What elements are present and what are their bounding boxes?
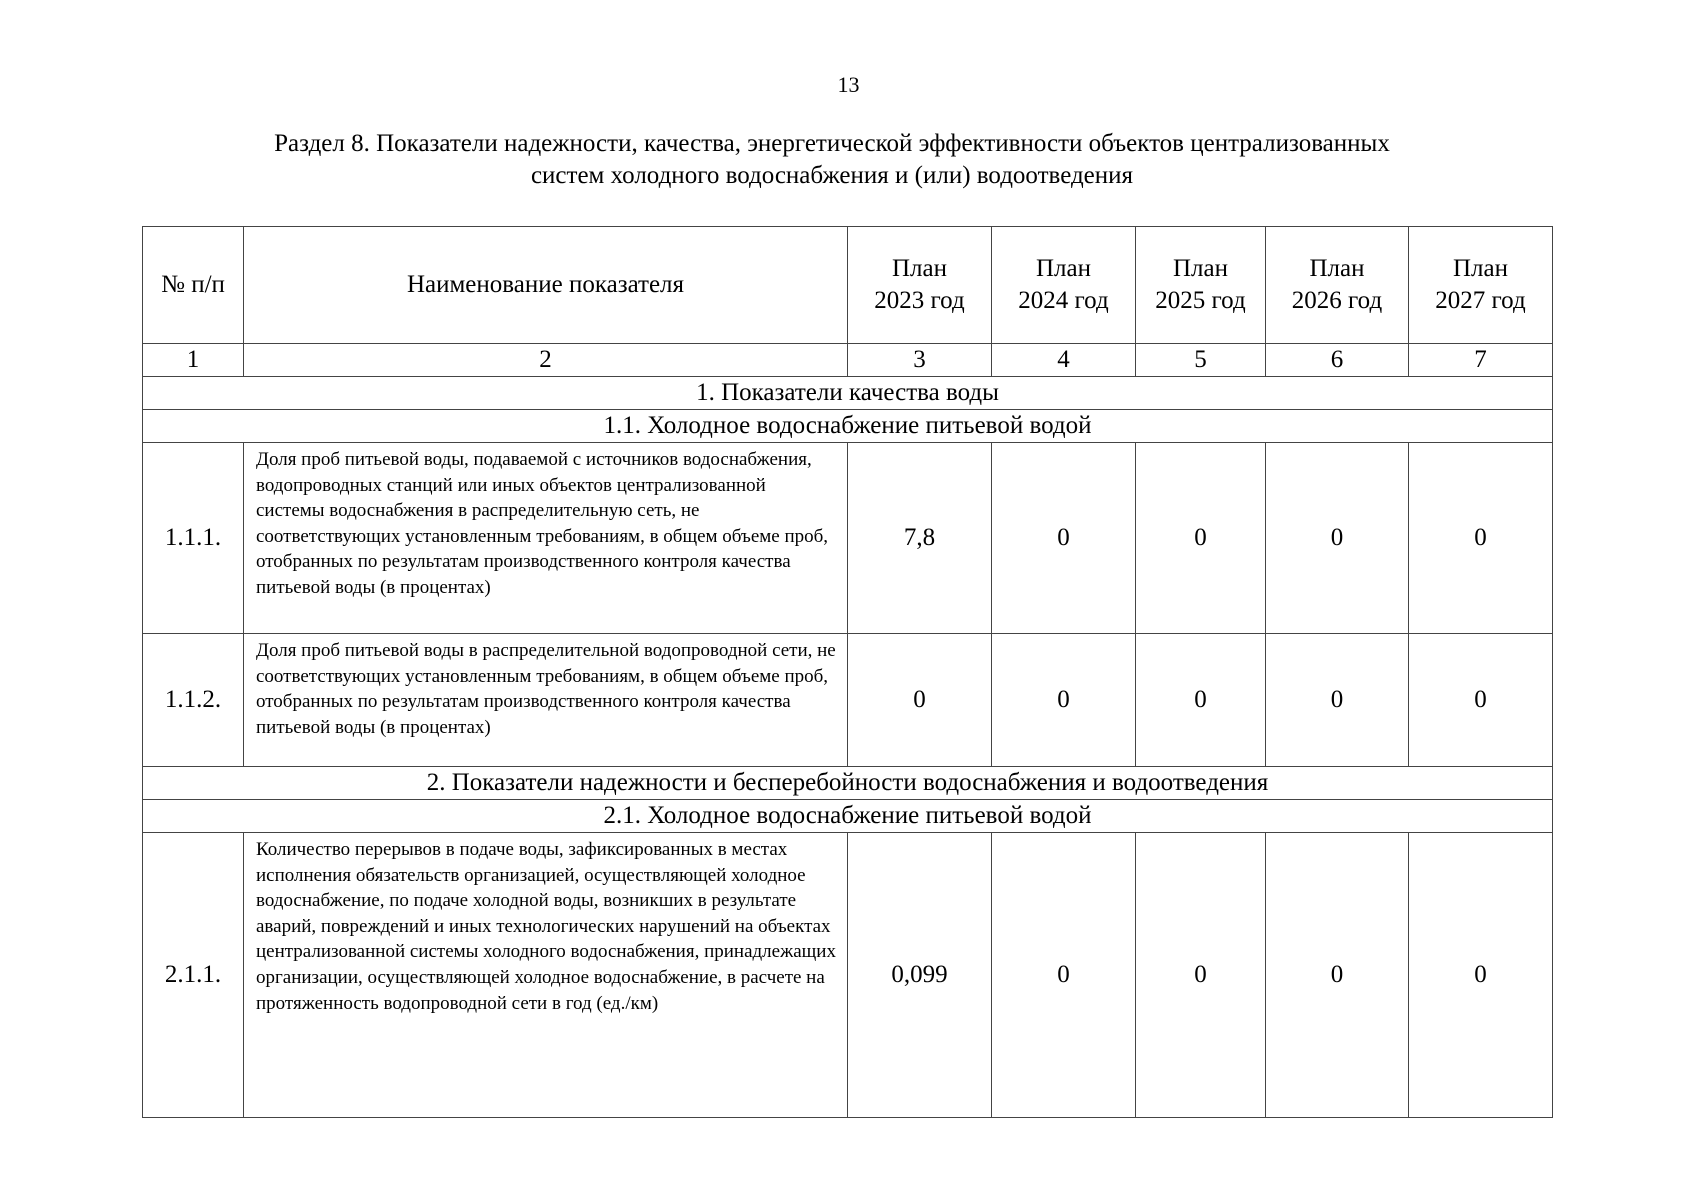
section-title-line-2: систем холодного водоснабжения и (или) водоотведения: [530, 162, 1134, 189]
header-plan-2026: План 2026 год: [1266, 227, 1409, 344]
row-number: 2.1.1.: [143, 833, 244, 1118]
subgroup-heading: 1.1. Холодное водоснабжение питьевой водой: [143, 410, 1553, 443]
header-plan-2024: План 2024 год: [992, 227, 1136, 344]
header-number: № п/п: [143, 227, 244, 344]
table-row: [143, 634, 1553, 767]
value-2024: 0: [992, 443, 1136, 634]
value-2024: 0: [992, 634, 1136, 767]
group-row: [143, 377, 1553, 410]
indicator-name: Доля проб питьевой воды, подаваемой с источников водоснабжения, водопроводных станций или иных объектов централизованной системы водоснабжения в распределительную сеть, не соответствующих установленным требованиям, в общем объеме проб, отобранных по результатам производственного контроля качества питьевой воды (в процентах): [244, 443, 848, 634]
group-heading: 1. Показатели качества воды: [143, 377, 1553, 410]
header-plan-2025: План 2025 год: [1136, 227, 1266, 344]
group-row: [143, 767, 1553, 800]
value-2025: 0: [1136, 634, 1266, 767]
table-row: [143, 833, 1553, 1118]
value-2027: 0: [1409, 833, 1553, 1118]
value-2027: 0: [1409, 634, 1553, 767]
indicator-name: Количество перерывов в подаче воды, зафиксированных в местах исполнения обязательств организацией, осуществляющей холодное водоснабжение, по подаче холодной воды, возникших в результате аварий, повреждений и иных технологических нарушений на объектах централизованной системы холодного водоснабжения, принадлежащих организации, осуществляющей холодное водоснабжение, в расчете на протяженность водопроводной сети в год (ед./км): [244, 833, 848, 1118]
table-row: [143, 443, 1553, 634]
row-number: 1.1.1.: [143, 443, 244, 634]
value-2026: 0: [1266, 833, 1409, 1118]
section-title-line-1: Раздел 8. Показатели надежности, качества, энергетической эффективности объектов централизованных: [274, 130, 1390, 157]
group-row: [143, 800, 1553, 833]
header-indicator-name: Наименование показателя: [244, 227, 848, 344]
table-header-row: [143, 227, 1553, 344]
value-2025: 0: [1136, 833, 1266, 1118]
column-number: 1: [143, 344, 244, 377]
value-2024: 0: [992, 833, 1136, 1118]
page-number: 13: [837, 72, 860, 97]
indicators-table: [142, 226, 1553, 1118]
group-heading: 2. Показатели надежности и бесперебойности водоснабжения и водоотведения: [143, 767, 1553, 800]
column-number: 4: [992, 344, 1136, 377]
header-plan-2023: План 2023 год: [848, 227, 992, 344]
value-2025: 0: [1136, 443, 1266, 634]
column-number: 5: [1136, 344, 1266, 377]
value-2026: 0: [1266, 634, 1409, 767]
column-number: 7: [1409, 344, 1553, 377]
header-plan-2027: План 2027 год: [1409, 227, 1553, 344]
row-number: 1.1.2.: [143, 634, 244, 767]
column-number: 6: [1266, 344, 1409, 377]
column-number-row: [143, 344, 1553, 377]
group-row: [143, 410, 1553, 443]
section-title: [142, 128, 1522, 192]
column-number: 3: [848, 344, 992, 377]
value-2026: 0: [1266, 443, 1409, 634]
value-2023: 0: [848, 634, 992, 767]
subgroup-heading: 2.1. Холодное водоснабжение питьевой водой: [143, 800, 1553, 833]
value-2023: 0,099: [848, 833, 992, 1118]
column-number: 2: [244, 344, 848, 377]
value-2027: 0: [1409, 443, 1553, 634]
value-2023: 7,8: [848, 443, 992, 634]
indicator-name: Доля проб питьевой воды в распределительной водопроводной сети, не соответствующих установленным требованиям, в общем объеме проб, отобранных по результатам производственного контроля качества питьевой воды (в процентах): [244, 634, 848, 767]
